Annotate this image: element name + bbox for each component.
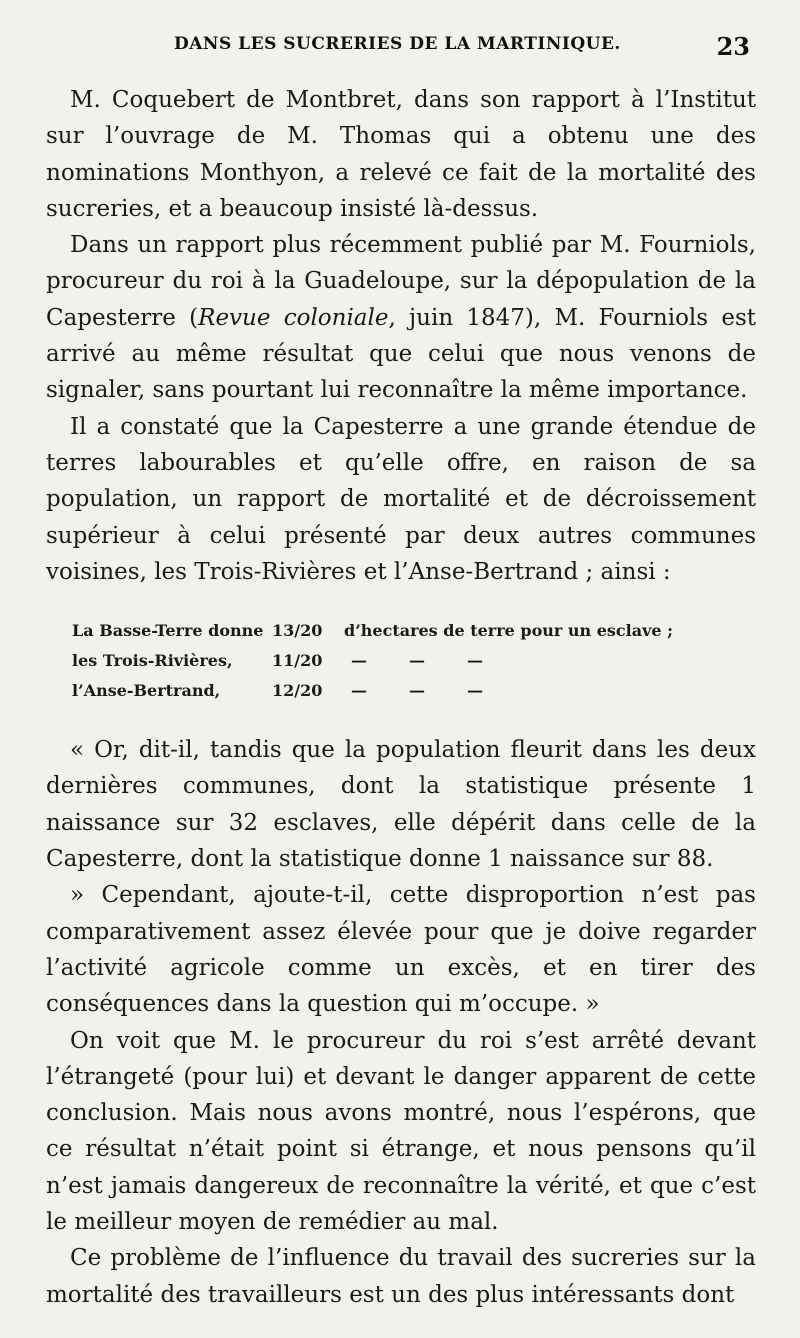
ditto-mark: — [467,681,483,701]
paragraph-5: » Cependant, ajoute-t-il, cette disproportion n’est pas comparativement assez élevée pour que je doive regarder l’activité agricole comme un excès, et en tirer des conséquences dans la question qui m’occupe. » [46,882,756,1018]
journal-title: Revue coloniale [198,304,389,331]
ditto-marks [332,676,673,706]
body-text [46,82,756,1313]
table-row [72,646,673,676]
paragraph-2-start: Dans un rapport plus récemment publié par M. Fourniols, procureur du roi à la Guadeloupe, sur la dépopulation de la Capesterre ( [46,232,756,331]
ditto-mark: — [467,651,483,671]
paragraph-2 [46,227,756,408]
paragraph-6: On voit que M. le procureur du roi s’est arrêté devant l’étrangeté (pour lui) et devant le danger apparent de cette conclusion. Mais nous avons montré, nous l’espérons, que ce résultat n’était point si étrange, et nous pensons qu’il n’est jamais dangereux de reconnaître la vérité, et que c’est le meilleur moyen de remédier au mal. [46,1027,756,1236]
paragraph-3: Il a constaté que la Capesterre a une grande étendue de terres labourables et qu’elle offre, en raison de sa population, un rapport de mortalité et de décroissement supérieur à celui présenté par deux autres communes voisines, les Trois-Rivières et l’Anse-Bertrand ; ainsi : [46,413,756,585]
commune-name: les Trois-Rivières, [72,651,233,671]
hectare-ratio: 11/20 [272,651,323,671]
ditto-mark: — [409,681,425,701]
table-row [72,676,673,706]
ratio-description: d’hectares de terre pour un esclave ; [344,621,674,641]
ditto-mark: — [351,651,367,671]
hectare-ratio: 12/20 [272,681,323,701]
ditto-mark: — [351,681,367,701]
page-header [44,32,754,72]
ditto-marks [332,646,673,676]
hectares-table [72,616,673,706]
ditto-mark: — [409,651,425,671]
paragraph-4: « Or, dit-il, tandis que la population fleurit dans les deux dernières communes, dont la statistique présente 1 naissance sur 32 esclaves, elle dépérit dans celle de la Capesterre, dont la statistique donne 1 naissance sur 88. [46,737,756,873]
paragraph-7: Ce problème de l’influence du travail des sucreries sur la mortalité des travailleurs est un des plus intéressants dont [46,1245,756,1308]
paragraph-2-end: , juin 1847), M. Fourniols est arrivé au même résultat que celui que nous venons de signaler, sans pourtant lui reconnaître la même importance. [46,304,756,404]
table-row [72,616,673,646]
paragraph-1: M. Coquebert de Montbret, dans son rapport à l’Institut sur l’ouvrage de M. Thomas qui a obtenu une des nominations Monthyon, a relevé ce fait de la mortalité des sucreries, et a beaucoup insisté là-dessus. [46,87,756,222]
commune-name: La Basse-Terre donne [72,621,264,641]
hectare-ratio: 13/20 [272,621,323,641]
page-number: 23 [716,32,750,61]
commune-name: l’Anse-Bertrand, [72,681,221,701]
running-head: DANS LES SUCRERIES DE LA MARTINIQUE. [174,34,621,54]
